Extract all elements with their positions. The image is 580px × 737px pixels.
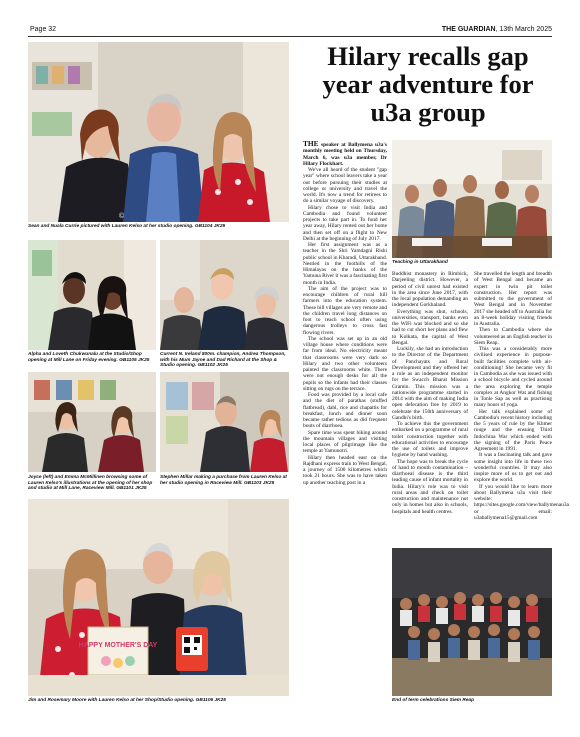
article-lead-word: THE <box>303 139 319 148</box>
photo-alpha-loveth <box>28 240 156 350</box>
article-lead-text: speaker at Ballymena u3a's monthly meeting held on Thursday, March 6, was u3a member, Dr Hilary Flockhart. <box>303 142 387 167</box>
masthead <box>442 26 552 33</box>
article-paragraph: The school was set up in an old village house where conditions were far from ideal. No electricity meant that classrooms were very dark so Hilary and two other volunteers painted the classrooms white. There were not enough desks for all the pupils so the infants had their classes sitting on rugs on the terrace. <box>303 335 387 392</box>
caption-photo-5: Stephen Millar making a purchase from Lauren Kelso at her studio opening in Raceview Mill. GB1103 JK25 <box>160 475 287 486</box>
issue-date: , 13th March 2025 <box>495 26 552 33</box>
photo-joyce-emma <box>28 372 156 472</box>
caption-photo-1: Sean and Nuala Currie pictured with Lauren Kelso at her studio opening. GB1104 JK25 <box>28 224 226 229</box>
article-paragraph: This was a considerably more civilised experience in purpose-built facilities complete with air-conditioning! She became very fit in Cambodia as she was issued with a school bicycle and cycled around the area exploring the temple complex at Angkor Wat and fishing in Tonle Sap as well as practising many hours of yoga. <box>474 346 552 409</box>
article-paragraph: Hilary chose to visit India and Cambodia and found volunteer projects to take part in. To fund her year away, Hilary rented out her home and then set off on a flight to New Delhi at the beginning of July 2017. <box>303 204 387 242</box>
photo-sean-nuala-currie <box>28 42 289 222</box>
copyright-mark: © <box>119 213 125 220</box>
publication-name: THE GUARDIAN <box>441 26 496 33</box>
page-number: Page 32 <box>30 26 57 33</box>
article-paragraph: Luckily, she had an introduction to the Director of the Department of Panchayats and Rural Development and they offered her a role as an independent monitor for the Swacch Bharat Mission Gramin. This mission was a nationwide programme started in 2014 with the aim of making India open defecation free by 2019 to celebrate the 150th anniversary of Gandhi's birth. <box>392 346 468 421</box>
caption-photo-3: Current N. Ireland 800m. champion, Andrea Thompson, with his Mum Jayne and Dad Richard at the Shop & Studio opening. GB1102 JK25 <box>160 352 286 369</box>
article-paragraph: Buddhist monastery in Rimbick, Darjeeling district. However, a period of civil unrest had existed in the area since June 2017, with the local population demanding an independent Gorkhaland. <box>392 271 468 309</box>
article-paragraph: The hope was to break the cycle of hand to mouth contamination – diarrhoeal disease is the third leading cause of infant mortality in India. Hilary's role was to visit rural areas and check on toilet construction and maintenance not only in homes but also in schools, hospitals and health centres. <box>392 458 468 515</box>
caption-photo-6: Jim and Rosemary Moore with Lauren Kelso at her Shop/Studio opening. GB1106 JK25 <box>28 698 226 703</box>
photo-stephen-millar <box>160 372 289 472</box>
caption-photo-8: End of term celebrations Siem Reap <box>392 698 475 703</box>
article-paragraph: We've all heard of the student "gap year" where school leavers take a year out before pursuing their studies at college or university and travel the world. It's now a trend for retirees to do a similar voyage of discovery. <box>303 167 387 205</box>
article-paragraph: Food was provided by a local cafe and the diet of parathas (stuffed flatbread), dahl, rice and chapattis for breakfast, lunch and dinner soon became rather tedious as did frequent bouts of diarrhoea. <box>303 392 387 430</box>
article-paragraph: It was a fascinating talk and gave some insight into life in these two wonderful countries. It may also inspire more of us to get out and explore the world. <box>474 452 552 484</box>
article-paragraph: Her first assignment was as a teacher in the Shri Yamdagni Rishi public school in Kharadi, Uttarakhand. Nestled in the foothills of the Himalayas on the banks of the Yamuna River it was a fascinating first month in India. <box>303 242 387 286</box>
article-lead-paragraph <box>303 140 387 167</box>
photo-andrea-thompson <box>160 240 289 350</box>
photo-teaching-uttarakhand <box>392 140 552 258</box>
article-column-1 <box>303 140 387 705</box>
article-column-3 <box>474 271 569 543</box>
caption-photo-7: Teaching in Uttarakhand <box>392 260 448 265</box>
article-paragraph: To achieve this the government embarked on a programme of rural toilet construction together with educational activities to encourage the use of toilets and improve hygiene by hand washing. <box>392 421 468 459</box>
article-paragraph: If you would like to learn more about Ballymena u3a visit their website: https://sites.google.com/view/ballymenau3a or email: u3aballymena15@gmail.com <box>474 483 569 521</box>
article-paragraph: The aim of the project was to encourage children of rural hill farmers into the education system. These hill villages are very remote and the children travel long distances on foot to reach school often using dangerous trolleys to cross fast flowing rivers. <box>303 285 387 336</box>
photo-end-of-term-siem-reap <box>392 548 552 696</box>
card-text: HAPPY MOTHER'S DAY <box>78 642 158 649</box>
article-paragraph: She travelled the length and breadth of West Bengal and became an expert in twin pit toilet construction. Her report was submitted to the government of West Bengal and in November 2017 she headed off to Australia for an 8-week holiday visiting friends in Australia. <box>474 271 552 327</box>
article-paragraph: Hilary then headed east on the Rajdhani express train to West Bengal, a journey of 1500 kilometres which took 21 hours. She was to have taken up another teaching post in a <box>303 454 387 486</box>
header-rule <box>28 36 552 37</box>
article-headline: Hilary recalls gap year adventure for u3a group <box>322 41 534 127</box>
article-paragraph: Everything was shut, schools, universities, transport, banks even the WiFi was blocked and so she had to cut short her plans and flew to Kolkata, the capital of West Bengal. <box>392 308 468 346</box>
photo-jim-rosemary-moore <box>28 499 289 696</box>
article-column-2 <box>392 271 468 543</box>
article-paragraph: Then to Cambodia where she volunteered as an English teacher in Siem Reap. <box>474 327 552 346</box>
caption-photo-2: Alpha and Loveth Chukwunalu at the Studio/Shop opening at Mill Lane on Friday evening. GB1105 JK25 <box>28 352 150 363</box>
article-paragraph: Her talk explained some of Cambodia's recent history including the 5 years of rule by the Khmer rouge and the ensuing Third Indochina War which ended with the signing of the Paris Peace Agreement in 1991. <box>474 408 552 452</box>
article-paragraph: Spare time was spent hiking around the mountain villages and visiting local places of pilgrimage like the temple at Yamunotri. <box>303 429 387 455</box>
caption-photo-4: Joyce (left) and Emma McMillinen browsing some of Lauren Kelso's illustrations at the opening of her shop and studio at Mill Lane, Raceview Mill. GB1101 JK25 <box>28 475 153 492</box>
